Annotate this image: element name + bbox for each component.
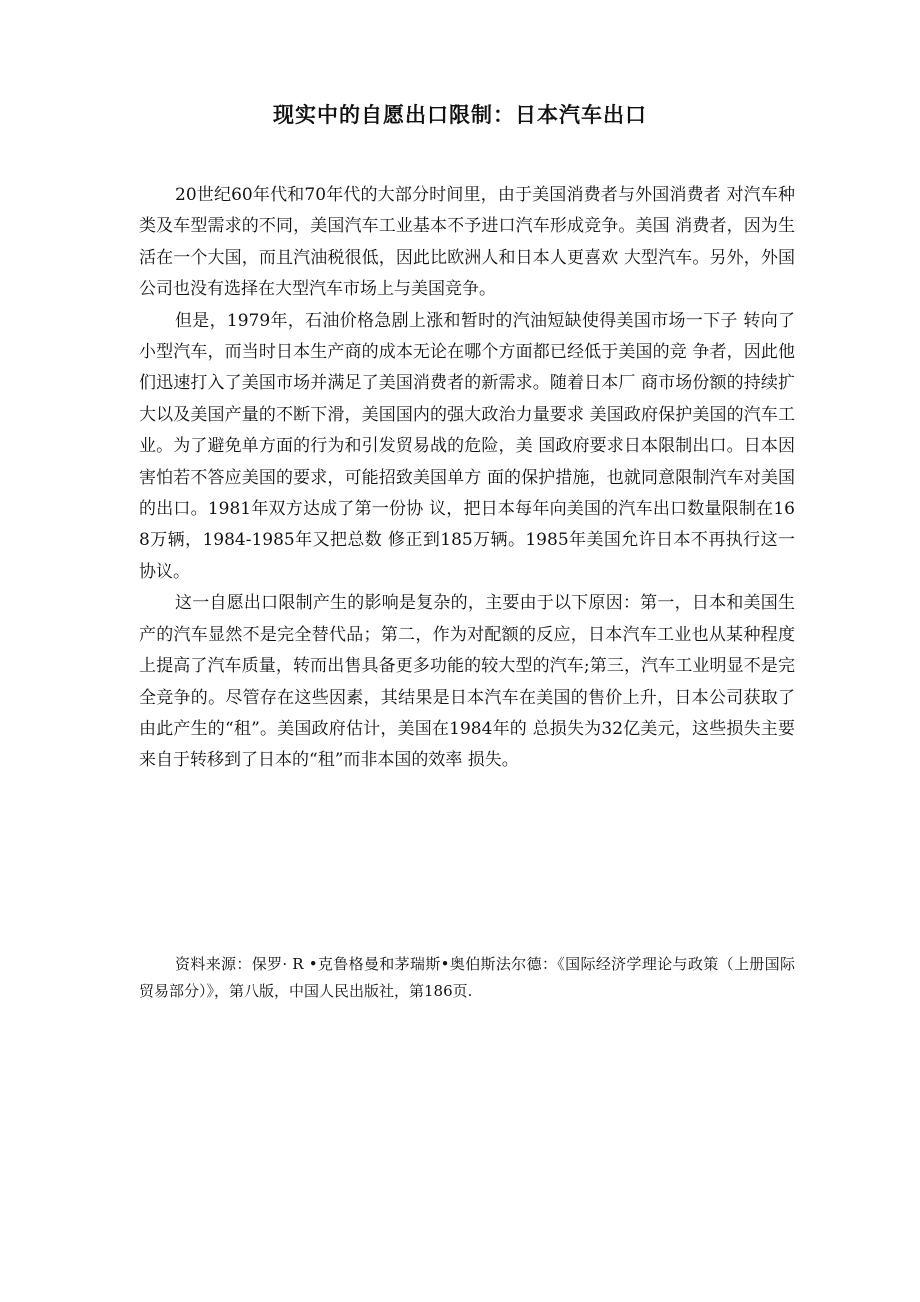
source-citation: 资料来源：保罗· R •克鲁格曼和茅瑞斯•奥伯斯法尔德：《国际经济学理论与政策（上册国际贸易部分）》，第八版，中国人民出版社，第186页.	[139, 955, 795, 1000]
paragraph-3: 这一自愿出口限制产生的影响是复杂的，主要由于以下原因：第一，日本和美国生产的汽车显然不是完全替代品；第二，作为对配额的反应，日本汽车工业也从某种程度上提高了汽车质量，转而出售具备更多功能的较大型的汽车;第三，汽车工业明显不是完全竞争的。尽管存在这些因素，其结果是日本汽车在美国的售价上升，日本公司获取了由此产生的“租”。美国政府估计，美国在1984年的 总损失为32亿美元，这些损失主要来自于转移到了日本的“租”而非本国的效率 损失。	[139, 593, 795, 771]
document-body	[139, 180, 795, 777]
document-title: 现实中的自愿出口限制：日本汽车出口	[273, 103, 647, 127]
paragraph-2: 但是，1979年，石油价格急剧上涨和暂时的汽油短缺使得美国市场一下子 转向了小型汽车，而当时日本生产商的成本无论在哪个方面都已经低于美国的竞 争者，因此他们迅速打入了美国市场并满足了美国消费者的新需求。随着日本厂 商市场份额的持续扩大以及美国产量的不断下滑，美国国内的强大政治力量要求 美国政府保护美国的汽车工业。为了避免单方面的行为和引发贸易战的危险，美 国政府要求日本限制出口。日本因害怕若不答应美国的要求，可能招致美国单方 面的保护措施，也就同意限制汽车对美国的出口。1981年双方达成了第一份协 议，把日本每年向美国的汽车出口数量限制在168万辆，1984-1985年又把总数 修正到185万辆。1985年美国允许日本不再执行这一协议。	[139, 310, 795, 582]
paragraph-1: 20世纪60年代和70年代的大部分时间里，由于美国消费者与外国消费者 对汽车种类及车型需求的不同，美国汽车工业基本不予进口汽车形成竞争。美国 消费者，因为生活在一个大国，而且汽油税很低，因此比欧洲人和日本人更喜欢 大型汽车。另外，外国公司也没有选择在大型汽车市场上与美国竞争。	[139, 185, 795, 300]
